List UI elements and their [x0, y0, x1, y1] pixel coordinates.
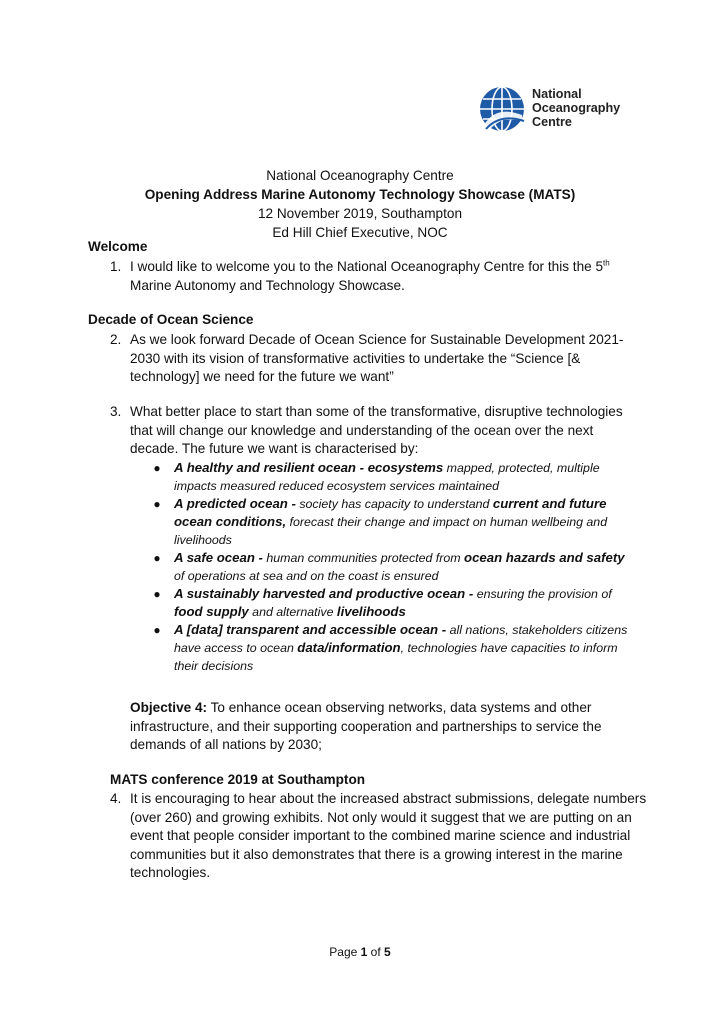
- page-total: 5: [384, 945, 391, 959]
- bullet-icon: ●: [153, 623, 161, 637]
- item-2-line-1: As we look forward Decade of Ocean Science for Sustainable Development 2021-: [130, 332, 624, 347]
- bullet-3-bold-2: ocean hazards and safety: [464, 550, 625, 565]
- item-1-line-1: I would like to welcome you to the National Oceanography Centre for this the 5: [130, 259, 604, 274]
- noc-logo: [478, 84, 628, 134]
- bullet-3-text: human communities protected from: [262, 551, 465, 565]
- bullet-5-line-3: their decisions: [174, 659, 254, 673]
- item-1-text: [130, 258, 630, 295]
- bullet-list: [150, 459, 630, 675]
- item-2-text: [130, 331, 630, 387]
- item-4-line-3: event that people consider important to the combined marine science and industrial: [130, 828, 631, 843]
- header-speaker: Ed Hill Chief Executive, NOC: [272, 225, 448, 240]
- objective-paragraph: [130, 699, 630, 755]
- logo-line-2: Oceanography: [532, 101, 621, 116]
- item-2-line-2: 2030 with its vision of transformative activities to undertake the “Science [&: [130, 350, 581, 366]
- item-3-line-3: decade. The future we want is characterised by:: [130, 441, 419, 456]
- header-org: National Oceanography Centre: [266, 168, 454, 183]
- bullet-1-text: mapped, protected, multiple: [443, 461, 600, 475]
- bullet-3-line-2: of operations at sea and on the coast is ensured: [174, 569, 439, 583]
- list-item: [150, 585, 630, 621]
- page-footer: [0, 943, 720, 961]
- bullet-5-text-3: , technologies have capacities to inform: [400, 641, 618, 655]
- item-4-line-2: (over 260) and growing exhibits. Not only would it suggest that we are putting on an: [130, 809, 632, 825]
- bullet-icon: ●: [153, 461, 161, 475]
- bullet-4-text-2: and alternative: [248, 605, 337, 619]
- logo-line-3: Centre: [532, 114, 572, 129]
- objective-line-3: demands of all nations by 2030;: [130, 737, 322, 752]
- bullet-2-text: society has capacity to understand: [295, 497, 493, 511]
- list-item: [150, 621, 630, 675]
- globe-icon: [478, 85, 526, 133]
- list-item: [150, 495, 630, 549]
- bullet-icon: ●: [153, 497, 161, 511]
- bullet-4-bold-3: livelihoods: [336, 604, 406, 619]
- bullet-2-bold-3: ocean conditions,: [174, 514, 287, 529]
- bullet-2-line-3: livelihoods: [174, 533, 232, 547]
- bullet-5-bold: A [data] transparent and accessible ocean -: [174, 622, 447, 637]
- page-label: Page: [329, 945, 361, 959]
- bullet-2-text-2: forecast their change and impact on human wellbeing and: [286, 515, 608, 529]
- document-title: Opening Address Marine Autonomy Technology Showcase (MATS): [144, 187, 576, 202]
- header-date: 12 November 2019, Southampton: [257, 206, 463, 221]
- item-3-text: [130, 403, 630, 459]
- item-4-text: [130, 790, 647, 883]
- list-item: [150, 549, 630, 585]
- item-4-line-5: technologies.: [130, 865, 211, 880]
- list-item: [150, 459, 630, 495]
- item-1-line-2: Marine Autonomy and Technology Showcase.: [130, 277, 405, 293]
- item-number-4: 4.: [110, 791, 122, 806]
- bullet-5-bold-2: data/information: [297, 640, 401, 655]
- bullet-3-bold: A safe ocean -: [174, 550, 263, 565]
- of-label: of: [367, 945, 385, 959]
- bullet-5-text: all nations, stakeholders citizens: [446, 623, 628, 637]
- document-header: [0, 166, 720, 242]
- item-4-line-4: communities but it also demonstrates that there is a growing interest in the marine: [130, 846, 623, 862]
- bullet-icon: ●: [153, 551, 161, 565]
- bullet-2-bold: A predicted ocean -: [174, 496, 296, 511]
- objective-label: Objective 4:: [130, 700, 208, 715]
- bullet-4-text: ensuring the provision of: [473, 587, 612, 601]
- logo-line-1: National: [532, 87, 582, 102]
- bullet-icon: ●: [153, 587, 161, 601]
- page-number: 1: [360, 945, 368, 959]
- objective-line-2: infrastructure, and their supporting cooperation and partnerships to service the: [130, 718, 602, 734]
- bullet-4-bold-2: food supply: [174, 604, 249, 619]
- item-number-1: 1.: [110, 259, 122, 274]
- bullet-4-bold: A sustainably harvested and productive ocean -: [174, 586, 474, 601]
- item-number-2: 2.: [110, 332, 122, 347]
- bullet-1-line-2: impacts measured reduced ecosystem services maintained: [174, 479, 500, 493]
- item-2-line-3: technology] we need for the future we want”: [130, 369, 394, 384]
- section-heading-mats: MATS conference 2019 at Southampton: [110, 772, 366, 787]
- bullet-2-bold-2: current and future: [492, 496, 607, 511]
- item-4-line-1: It is encouraging to hear about the increased abstract submissions, delegate numbers: [130, 791, 647, 806]
- item-3-line-2: that will change our knowledge and understanding of the ocean over the next: [130, 422, 594, 438]
- item-number-3: 3.: [110, 404, 122, 419]
- section-heading-decade: Decade of Ocean Science: [88, 312, 254, 327]
- superscript-th: th: [603, 258, 610, 268]
- bullet-5-text-2: have access to ocean: [174, 641, 298, 655]
- item-3-line-1: What better place to start than some of the transformative, disruptive technologies: [130, 404, 623, 419]
- section-heading-welcome: Welcome: [88, 239, 148, 254]
- objective-line-1: To enhance ocean observing networks, data systems and other: [207, 700, 592, 715]
- bullet-1-bold: A healthy and resilient ocean - ecosystems: [174, 460, 444, 475]
- logo-wordmark: [532, 88, 620, 129]
